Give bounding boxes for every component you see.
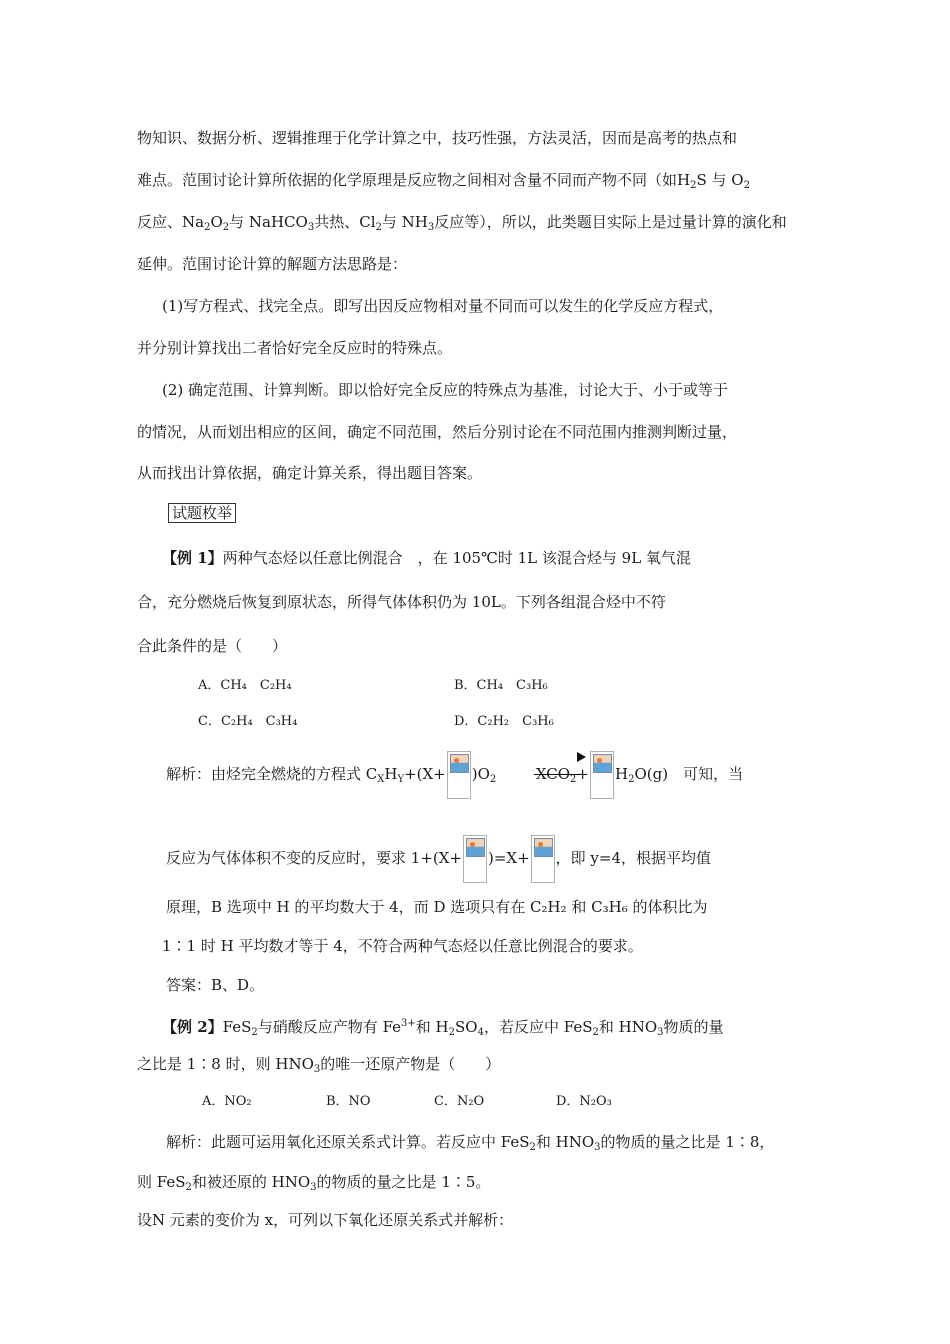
reaction-arrow-icon: $XCO_2$ — [536, 748, 577, 806]
image-placeholder-icon — [593, 754, 612, 773]
example2-option-a: A．NO₂ — [202, 1094, 252, 1109]
example1-analysis-line-3: 原理，B 选项中 H 的平均数大于 4，而 D 选项只有在 C₂H₂ 和 C₃H₆ 的体积比为 — [166, 898, 708, 916]
image-placeholder-icon — [534, 838, 553, 857]
example1-analysis-line-1: 解析：由烃完全燃烧的方程式 $C_XH_Y+(X+$ )$O_2$ $XCO_2$ + $H_2O(g)$ 可知，当 — [166, 748, 743, 806]
step2-line-2: 的情况，从而划出相应的区间，确定不同范围，然后分别讨论在不同范围内推测判断过量， — [137, 423, 738, 441]
example1-analysis-line-4: 1∶1 时 H 平均数才等于 4，不符合两种气态烃以任意比例混合的要求。 — [162, 937, 643, 955]
step2-line-3: 从而找出计算依据，确定计算关系，得出题目答案。 — [137, 464, 483, 482]
section-title: 试题枚举 — [168, 503, 236, 523]
example1-option-c: C．C₂H₄ C₃H₄ — [198, 714, 298, 729]
fraction-image-3 — [463, 835, 487, 883]
example2-line-1: 【例 2】FeS$_2$与硝酸反应产物有 $Fe^{3+}$和 $H_2SO_4$，若反应中 FeS$_2$和 $HNO_3$物质的量 — [162, 1018, 724, 1038]
step1-line-2: 并分别计算找出二者恰好完全反应时的特殊点。 — [137, 339, 453, 357]
example2-option-c: C．N₂O — [434, 1094, 485, 1109]
image-placeholder-icon — [466, 838, 485, 857]
example2-option-b: B．NO — [326, 1094, 371, 1109]
example1-answer: 答案：B、D。 — [166, 976, 265, 994]
intro-line-3: 反应、$Na_2O_2$与 NaHCO$_3$共热、$Cl_2$与 $NH_3$反应等），所以，此类题目实际上是过量计算的演化和 — [137, 213, 787, 233]
step2-line-1: (2) 确定范围、计算判断。即以恰好完全反应的特殊点为基准，讨论大于、小于或等于 — [162, 381, 729, 399]
example1-line-3: 合此条件的是（ ） — [137, 637, 288, 655]
step1-line-1: (1)写方程式、找完全点。即写出因反应物相对量不同而可以发生的化学反应方程式， — [162, 297, 724, 315]
example1-analysis-line-2: 反应为气体体积不变的反应时，要求 1+(X+ )=X+ ，即 y=4，根据平均值 — [166, 832, 711, 884]
example2-line-2: 之比是 1∶8 时，则 $HNO_3$的唯一还原产物是（ ） — [137, 1055, 501, 1075]
example2-analysis-line-2: 则 FeS$_2$和被还原的 $HNO_3$的物质的量之比是 1∶5。 — [137, 1173, 491, 1193]
intro-line-1: 物知识、数据分析、逻辑推理于化学计算之中，技巧性强，方法灵活，因而是高考的热点和 — [137, 129, 738, 147]
fraction-image-4 — [531, 835, 555, 883]
intro-line-4: 延伸。范围讨论计算的解题方法思路是： — [137, 255, 408, 273]
example1-tag: 【例 1】 — [162, 549, 223, 567]
example2-analysis-line-1: 解析：此题可运用氧化还原关系式计算。若反应中 FeS$_2$和 $HNO_3$的物质的量之比是 1∶8， — [166, 1133, 775, 1153]
example1-option-d: D．C₂H₂ C₃H₆ — [454, 714, 554, 729]
fraction-image-2 — [590, 751, 614, 799]
example1-option-b: B．CH₄ C₃H₆ — [454, 678, 548, 693]
intro-line-2: 难点。范围讨论计算所依据的化学原理是反应物之间相对含量不同而产物不同（如$H_2S$ 与 $O_2$ — [137, 171, 750, 191]
example2-analysis-line-3: 设N 元素的变价为 x，可列以下氧化还原关系式并解析： — [137, 1211, 514, 1229]
example1-option-a: A．CH₄ C₂H₄ — [198, 678, 292, 693]
fraction-image-1 — [447, 751, 471, 799]
example1-line-1: 【例 1】两种气态烃以任意比例混合 ，在 105℃时 1L 该混合烃与 9L 氧气混 — [162, 549, 691, 567]
example2-option-d: D．N₂O₃ — [556, 1094, 612, 1109]
example2-tag: 【例 2】 — [162, 1018, 223, 1036]
example1-line-2: 合，充分燃烧后恢复到原状态，所得气体体积仍为 10L。下列各组混合烃中不符 — [137, 593, 666, 611]
image-placeholder-icon — [450, 754, 469, 773]
